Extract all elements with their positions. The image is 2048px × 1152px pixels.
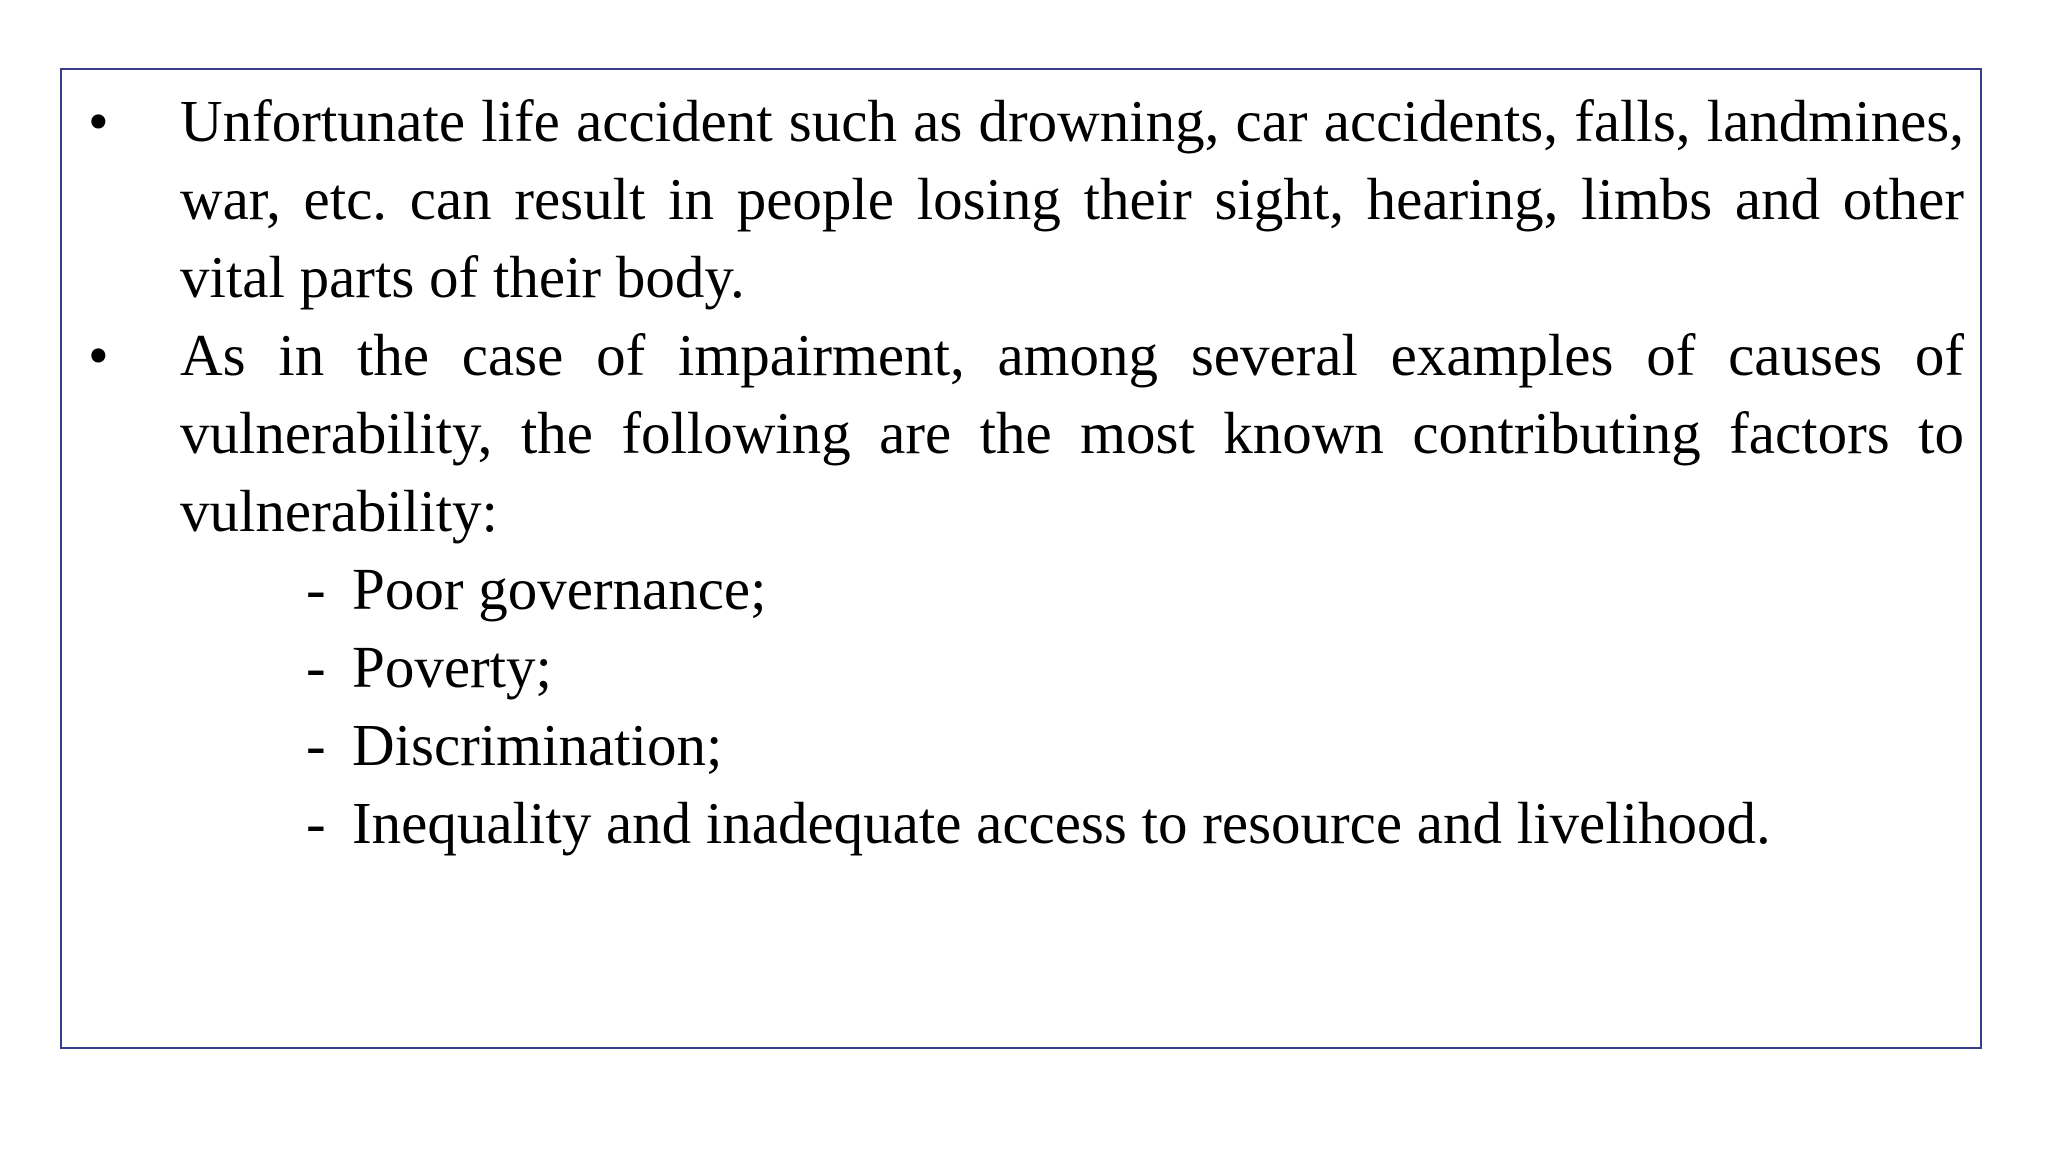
factor-text: Inequality and inadequate access to resource and livelihood.: [352, 790, 1771, 856]
list-item: [76, 628, 1964, 706]
bullet-text: As in the case of impairment, among several examples of causes of vulnerability, the following are the most known contributing factors to vulnerability:: [180, 322, 1964, 544]
dash-icon: -: [306, 556, 326, 622]
bullet-item: [76, 82, 1964, 316]
factor-text: Discrimination;: [352, 712, 723, 778]
bullet-icon: •: [88, 88, 109, 154]
factor-text: Poor governance;: [352, 556, 767, 622]
bullet-item: [76, 316, 1964, 550]
factor-text: Poverty;: [352, 634, 552, 700]
list-item: [76, 784, 1964, 862]
list-item: [76, 550, 1964, 628]
content-text-box: [60, 68, 1982, 1049]
bullet-icon: •: [88, 322, 109, 388]
list-item: [76, 706, 1964, 784]
dash-icon: -: [306, 712, 326, 778]
dash-icon: -: [306, 790, 326, 856]
bullet-text: Unfortunate life accident such as drowning, car accidents, falls, landmines, war, etc. can result in people losing their sight, hearing, limbs and other vital parts of their body.: [180, 88, 1964, 310]
factors-list: [76, 550, 1964, 862]
dash-icon: -: [306, 634, 326, 700]
